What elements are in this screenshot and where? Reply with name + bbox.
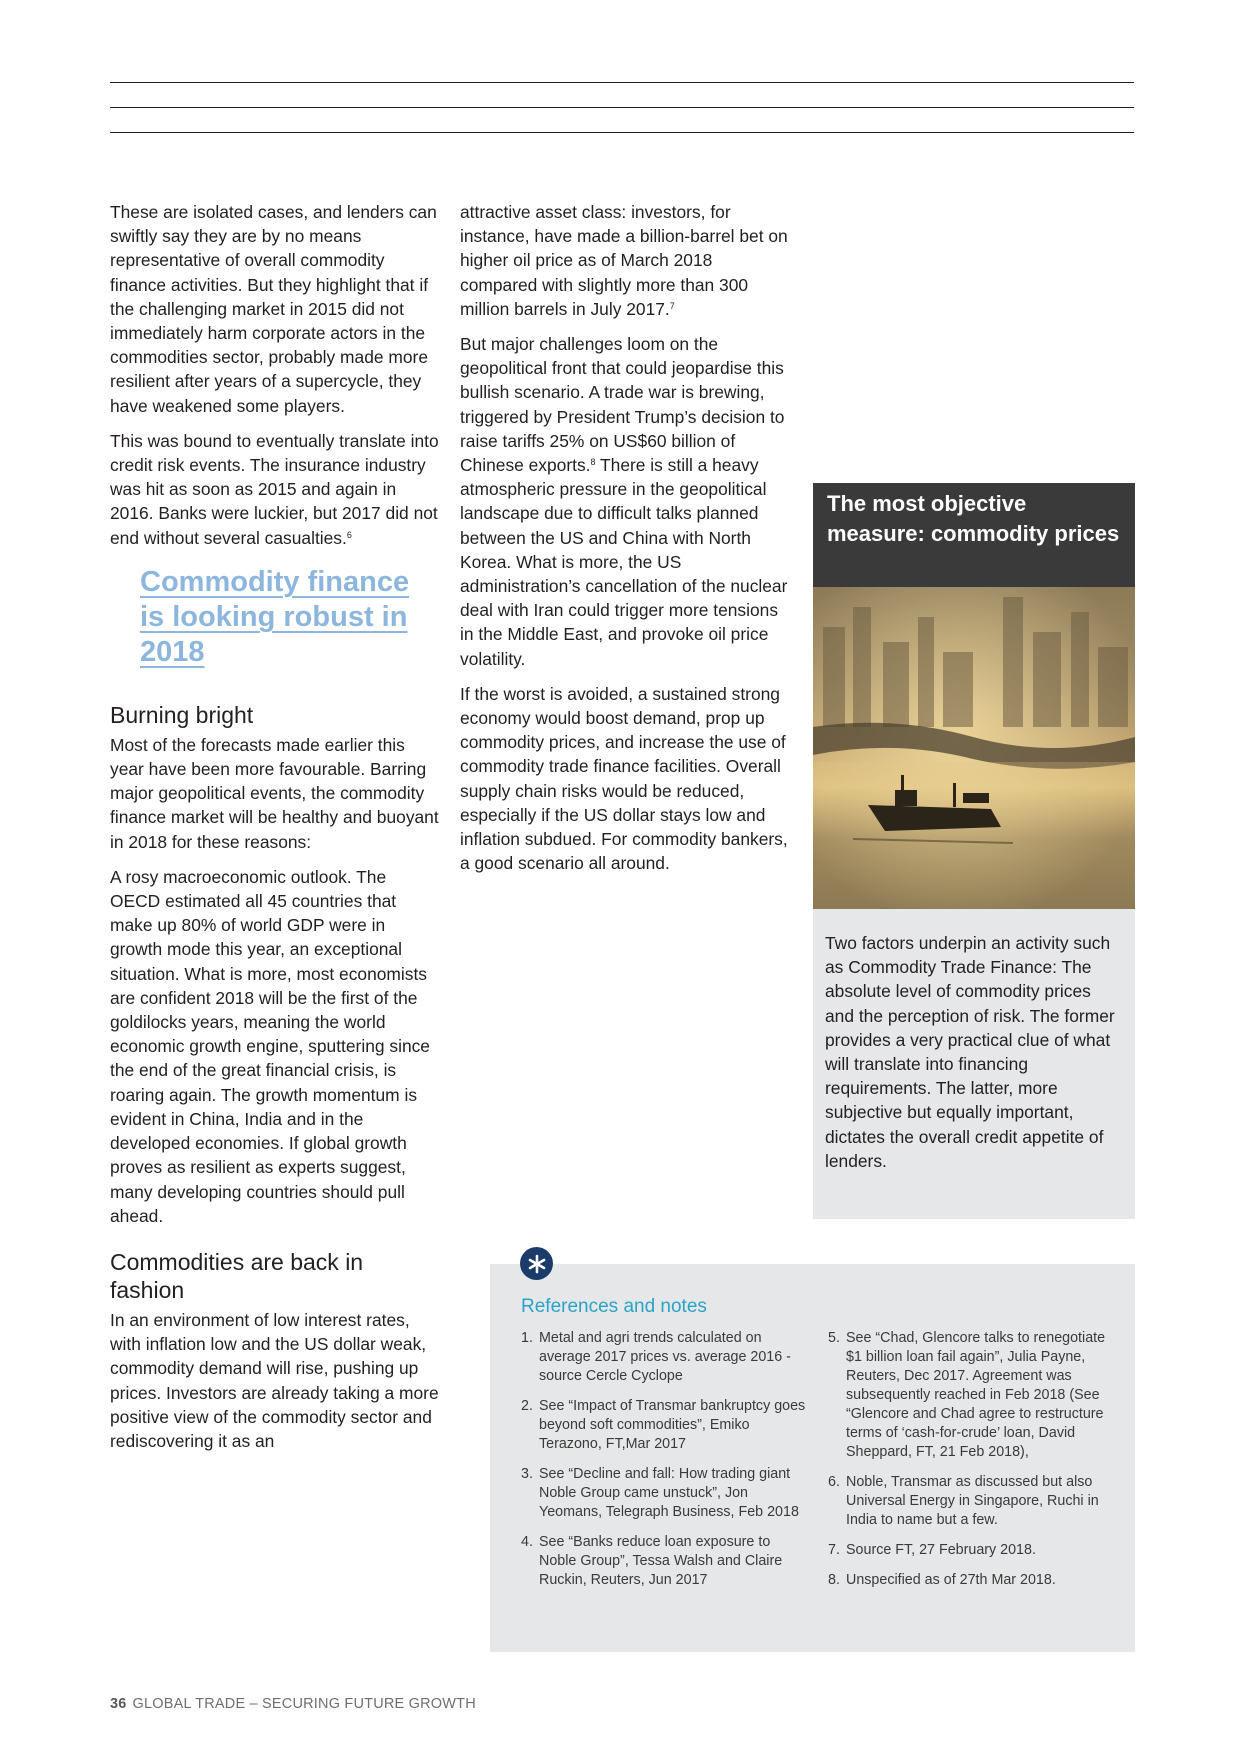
paragraph <box>110 429 440 550</box>
reference-text: Noble, Transmar as discussed but also Universal Energy in Singapore, Ruchi in India to name but a few. <box>846 1474 1099 1528</box>
reference-item <box>828 1541 1118 1560</box>
pull-quote-text: Commodity finance is looking robust in 2018 <box>140 565 410 668</box>
paragraph <box>460 200 790 321</box>
reference-item <box>521 1397 806 1454</box>
paragraph-text: attractive asset class: investors, for instance, have made a billion-barrel bet on higher oil price as of March 2018 compared with slightly more than 300 million barrels in July 2017. <box>460 202 788 319</box>
references-title: References and notes <box>521 1296 707 1317</box>
sidebar-box <box>813 483 1135 1219</box>
references-list-right <box>828 1329 1118 1601</box>
sidebar-body: Two factors underpin an activity such as Commodity Trade Finance: The absolute level of commodity prices and the perception of risk. The former provides a very practical clue of what will translate into financing requirements. The latter, more subjective but equally important, dictates the overall credit appetite of lenders. <box>825 933 1115 1171</box>
reference-item <box>828 1329 1118 1462</box>
reference-number: 7. <box>828 1542 840 1558</box>
pull-quote <box>140 565 440 670</box>
middle-column <box>460 200 790 886</box>
reference-item <box>521 1329 806 1386</box>
section-heading: Burning bright <box>110 701 254 728</box>
references-box <box>490 1264 1135 1652</box>
reference-number: 8. <box>828 1572 840 1588</box>
header-rule-1 <box>110 82 1134 83</box>
reference-number: 1. <box>521 1330 533 1346</box>
reference-text: Source FT, 27 February 2018. <box>846 1542 1036 1558</box>
reference-text: See “Chad, Glencore talks to renegotiate $1 billion loan fail again”, Julia Payne, Reuters, Dec 2017. Agreement was subsequently reached in Feb 2018 (See “Glencore and Chad agree to restructure terms of ‘cash-for-crude’ loan, David Sheppard, FT, 21 Feb 2018), <box>846 1330 1106 1460</box>
footnote-ref: 8 <box>590 457 596 468</box>
reference-number: 6. <box>828 1474 840 1490</box>
paragraph: Most of the forecasts made earlier this year have been more favourable. Barring major geopolitical events, the commodity finance market will be healthy and buoyant in 2018 for these reasons: <box>110 734 439 852</box>
footnote-ref: 7 <box>669 300 675 311</box>
reference-number: 5. <box>828 1330 840 1346</box>
paragraph-text: This was bound to eventually translate into credit risk events. The insurance industry was hit as soon as 2015 and again in 2016. Banks were luckier, but 2017 did not end without several casualties. <box>110 430 439 548</box>
header-rule-2 <box>110 107 1134 108</box>
reference-item <box>828 1473 1118 1530</box>
page-footer <box>110 1696 476 1712</box>
paragraph-text: But major challenges loom on the geopolitical front that could jeopardise this bullish scenario. A trade war is brewing, triggered by President Trump’s decision to raise tariffs 25% on US$60 billion of Chinese exports. <box>460 334 785 476</box>
reference-item <box>521 1533 806 1590</box>
reference-item <box>521 1465 806 1522</box>
paragraph: In an environment of low interest rates, with inflation low and the US dollar weak, commodity demand will rise, pushing up prices. Investors are already taking a more positive view of the commodity sector and rediscovering it as an <box>110 1309 439 1451</box>
references-list-left <box>521 1329 806 1601</box>
reference-text: Metal and agri trends calculated on average 2017 prices vs. average 2016 - source Cercle Cyclope <box>539 1330 791 1384</box>
paragraph: A rosy macroeconomic outlook. The OECD estimated all 45 countries that make up 80% of world GDP were in growth mode this year, an exceptional situation. What is more, most economists are confident 2018 will be the first of the goldilocks years, meaning the world economic growth engine, sputtering since the end of the great financial crisis, is roaring again. The growth momentum is evident in China, India and in the developed economies. If global growth proves as resilient as experts suggest, many developing countries should pull ahead. <box>110 866 430 1226</box>
footer-title: GLOBAL TRADE – SECURING FUTURE GROWTH <box>132 1696 476 1712</box>
reference-text: Unspecified as of 27th Mar 2018. <box>846 1572 1056 1588</box>
asterisk-glyph <box>526 1253 548 1275</box>
header-rule-3 <box>110 132 1134 133</box>
asterisk-icon <box>520 1247 553 1280</box>
left-column <box>110 200 440 1464</box>
ship-sunset-photo <box>813 587 1135 909</box>
paragraph: These are isolated cases, and lenders can swiftly say they are by no means representative of overall commodity finance activities. But they highlight that if the challenging market in 2015 did not immediately harm corporate actors in the commodities sector, probably made more resilient after years of a supercycle, they have weakened some players. <box>110 202 437 416</box>
reference-text: See “Impact of Transmar bankruptcy goes beyond soft commodities”, Emiko Terazono, FT,Mar 2017 <box>539 1398 806 1452</box>
paragraph: If the worst is avoided, a sustained strong economy would boost demand, prop up commodity prices, and increase the use of commodity trade finance facilities. Overall supply chain risks would be reduced, especially if the US dollar stays low and inflation subdued. For commodity bankers, a good scenario all around. <box>460 683 788 874</box>
paragraph <box>460 332 790 671</box>
paragraph-text: There is still a heavy atmospheric pressure in the geopolitical landscape due to difficult talks planned between the US and China with North Korea. What is more, the US administration’s cancellation of the nuclear deal with Iran could trigger more tensions in the Middle East, and provoke oil price volatility. <box>460 455 788 669</box>
section-heading: Commodities are back in fashion <box>110 1248 364 1303</box>
reference-text: See “Decline and fall: How trading giant Noble Group came unstuck”, Jon Yeomans, Telegraph Business, Feb 2018 <box>539 1466 799 1520</box>
reference-number: 2. <box>521 1398 533 1414</box>
sidebar-title: The most objective measure: commodity prices <box>813 483 1135 587</box>
reference-text: See “Banks reduce loan exposure to Noble Group”, Tessa Walsh and Claire Ruckin, Reuters, Jun 2017 <box>539 1534 783 1588</box>
reference-number: 3. <box>521 1466 533 1482</box>
photo-illustration <box>813 587 1135 909</box>
page-number: 36 <box>110 1696 127 1712</box>
reference-number: 4. <box>521 1534 533 1550</box>
footnote-ref: 6 <box>346 529 352 540</box>
reference-item <box>828 1571 1118 1590</box>
